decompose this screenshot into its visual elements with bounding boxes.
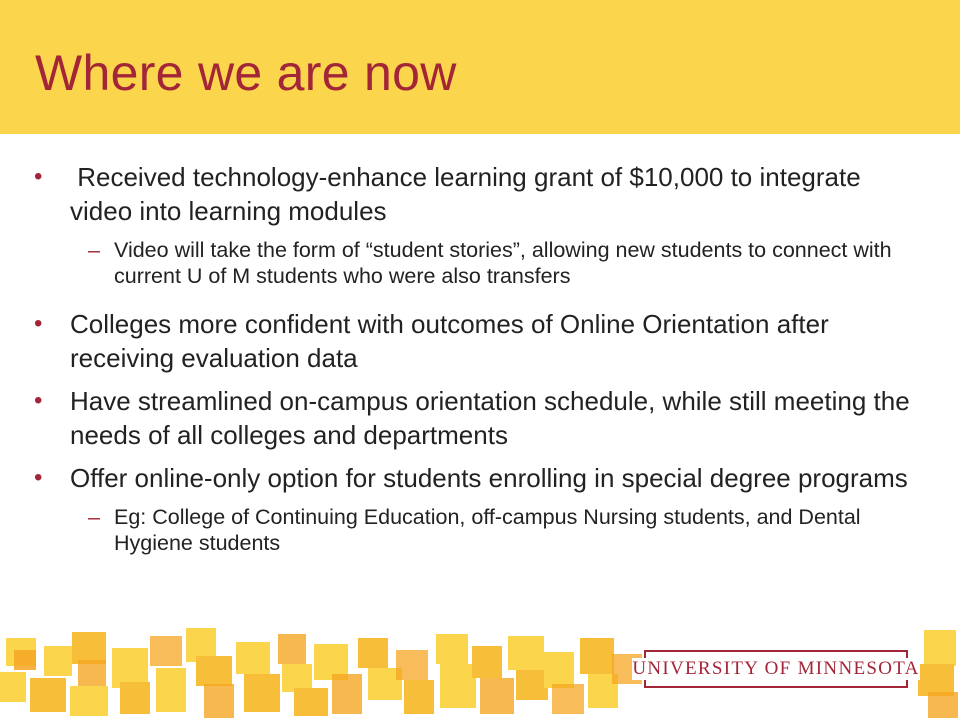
bullet-marker: • [34,163,43,190]
decorative-square [580,638,614,674]
decorative-square [30,678,66,712]
bullet-marker: • [34,387,43,414]
decorative-square [924,630,956,666]
bullet-item [0,160,960,228]
decorative-square [278,634,306,664]
decorative-square [196,656,232,686]
decorative-square [0,672,26,702]
sub-bullet-marker: – [88,505,100,529]
slide-title: Where we are now [35,45,457,101]
sub-bullet-marker: – [88,238,100,262]
decorative-square [44,646,72,676]
decorative-square [544,652,574,688]
decorative-square [508,636,544,670]
university-logo-text: UNIVERSITY OF MINNESOTA [632,658,920,679]
decorative-square [244,674,280,712]
decorative-square [14,650,36,670]
sub-bullet-text: Video will take the form of “student stories”, allowing new students to connect with current U of M students who were also transfers [114,238,892,288]
decorative-square [928,692,958,718]
decorative-square [404,680,434,714]
slide-content [0,160,960,556]
decorative-square [358,638,388,668]
bullet-text: Colleges more confident with outcomes of Online Orientation after receiving evaluation data [70,309,829,373]
sub-bullet-item [0,504,960,556]
decorative-square [440,664,476,708]
decorative-square [480,678,514,714]
sub-bullet-text: Eg: College of Continuing Education, off-campus Nursing students, and Dental Hygiene students [114,505,861,555]
decorative-square [436,634,468,664]
bullet-item [0,307,960,375]
university-logo [632,650,920,688]
bullet-item [0,384,960,452]
bullet-text: Received technology-enhance learning grant of $10,000 to integrate video into learning modules [70,162,868,226]
bullet-item [0,461,960,495]
bullet-text: Offer online-only option for students enrolling in special degree programs [70,463,908,493]
decorative-square [472,646,502,678]
decorative-square [236,642,270,674]
decorative-square [120,682,150,714]
decorative-square [204,684,234,718]
decorative-square [294,688,328,716]
decorative-square [396,650,428,680]
decorative-square [78,660,106,686]
decorative-square [70,686,108,716]
decorative-square [156,668,186,712]
bullet-text: Have streamlined on-campus orientation schedule, while still meeting the needs of all colleges and departments [70,386,910,450]
decorative-square [552,684,584,714]
bullet-marker: • [34,464,43,491]
decorative-square [332,674,362,714]
sub-bullet-item [0,237,960,289]
bullet-marker: • [34,310,43,337]
decorative-square [150,636,182,666]
